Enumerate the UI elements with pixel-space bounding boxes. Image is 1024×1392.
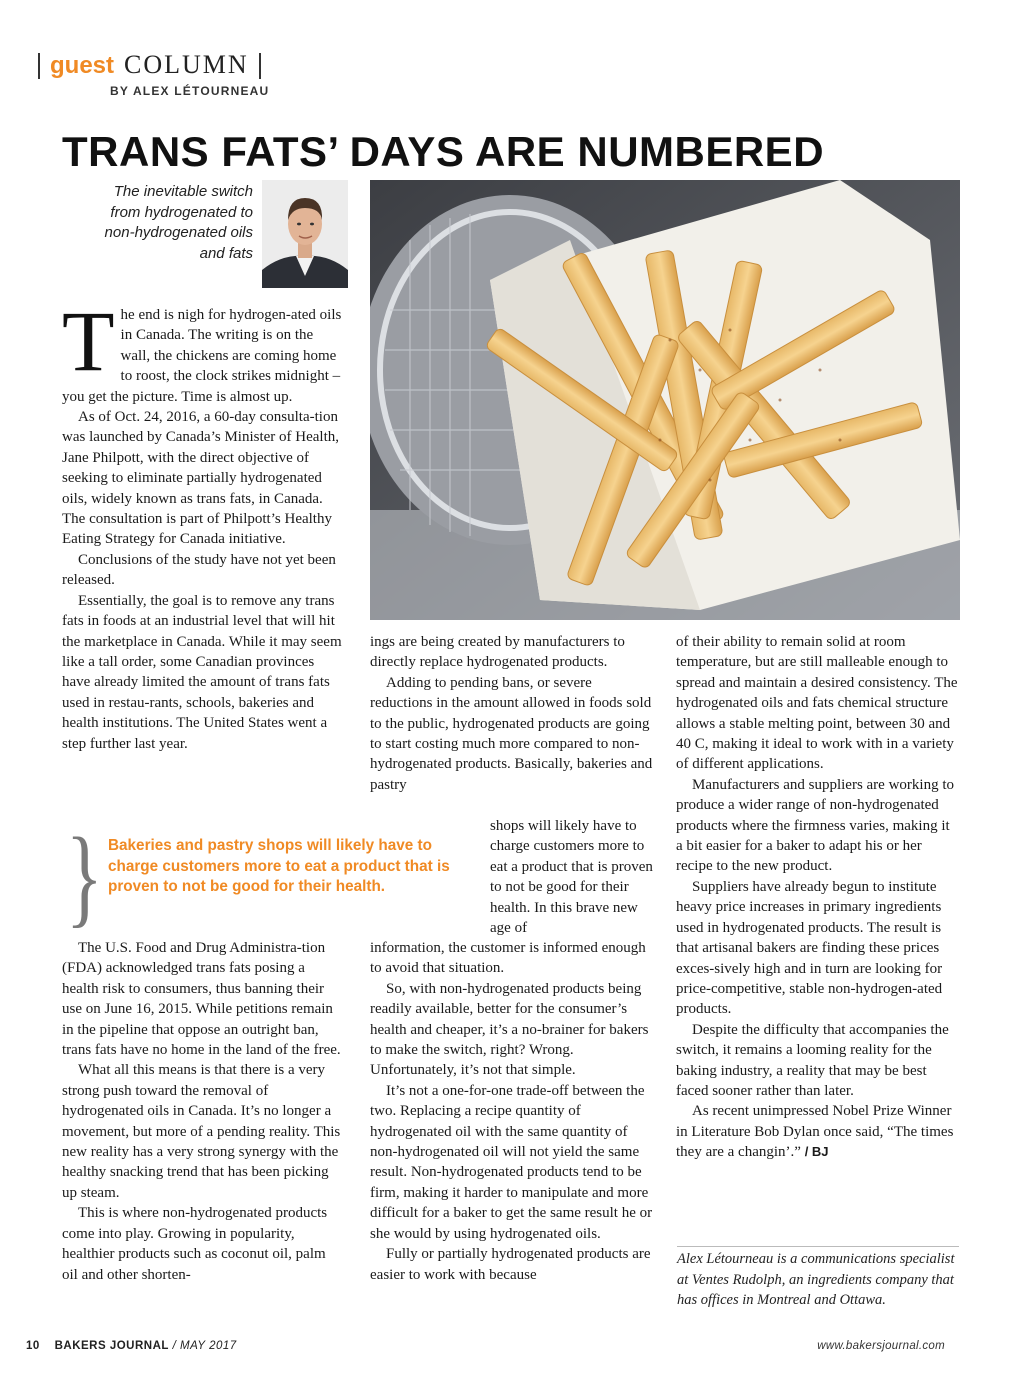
paragraph: he end is nigh for hydrogen-ated oils in Canada. The writing is on the wall, the chickens are coming home to roost, the clock strikes midnight – you get the picture. Time is almost up. bbox=[62, 307, 342, 405]
paragraph: So, with non-hydrogenated products being readily available, better for the consumer’s health and cheaper, it’s a no-brainer for bakers to make the switch, right? Wrong. Unfortunately, it’s not that simple. bbox=[370, 980, 649, 1079]
page-number: 10 bbox=[26, 1340, 40, 1352]
paragraph: Despite the difficulty that accompanies the switch, it remains a looming reality for the baking industry, a reality that may be best faced sooner rather than later. bbox=[676, 1021, 949, 1099]
paragraph: Suppliers have already begun to institute heavy price increases in primary ingredients used in hydrogenated products. The result is that artisanal bakers are finding these prices exces-sively high and in turn are looking for price-competitive, stable non-hydrogen-ated products. bbox=[676, 878, 943, 1018]
paragraph: Conclusions of the study have not yet been released. bbox=[62, 551, 336, 589]
pullquote-brace-icon: } bbox=[65, 815, 103, 937]
fries-photo bbox=[370, 180, 960, 620]
signature: / BJ bbox=[804, 1144, 829, 1160]
footer-left bbox=[26, 1340, 237, 1352]
column-label-guest: guest bbox=[50, 52, 115, 79]
paragraph: Manufacturers and suppliers are working to produce a wider range of non-hydrogenated products where the firmness varies, making it a bit easier for a baker to adapt his or her recipe to the new product. bbox=[676, 776, 955, 875]
paragraph: This is where non-hydrogenated products come into play. Growing in popularity, healthier products such as coconut oil, palm oil and other shorten- bbox=[62, 1205, 328, 1283]
column-3 bbox=[676, 632, 960, 1163]
column-label: COLUMN bbox=[124, 50, 249, 79]
drop-cap: T bbox=[62, 293, 115, 389]
column-2-wrap bbox=[490, 816, 656, 938]
column-header bbox=[38, 50, 261, 82]
paragraph: of their ability to remain solid at room temperature, but are still malleable enough to spread and maintain a desired consistency. The hydrogenated oils and fats chemical structure allows a stable melting point, between 30 and 40 C, making it ideal to work with in a variety of different applications. bbox=[676, 634, 958, 773]
website-url[interactable]: www.bakersjournal.com bbox=[817, 1340, 945, 1352]
paragraph: As of Oct. 24, 2016, a 60-day consulta-tion was launched by Canada’s Minister of Health, Jane Philpott, with the direct objective of seeking to eliminate partially hydrogenated oils, widely known as trans fats, in Canada. The consultation is part of Philpott’s Healthy Eating Strategy for Canada initiative. bbox=[62, 409, 340, 548]
headline: TRANS FATS’ DAYS ARE NUMBERED bbox=[62, 128, 825, 175]
paragraph: Essentially, the goal is to remove any trans fats in foods at an industrial level that will hit the marketplace in Canada. While it may seem like a tall order, some Canadian provinces have already limited the amount of trans fats used in restau-rants, schools, bakeries and health institutions. The United States went a step further last year. bbox=[62, 592, 342, 752]
paragraph: information, the customer is informed enough to avoid that situation. bbox=[370, 940, 646, 977]
column-2-bottom bbox=[370, 938, 656, 1285]
author-portrait-icon bbox=[262, 180, 348, 288]
paragraph: Fully or partially hydrogenated products are easier to work with because bbox=[370, 1246, 651, 1283]
column-1-top bbox=[62, 293, 342, 754]
deck: The inevitable switch from hydrogenated to non-hydrogenated oils and fats bbox=[104, 183, 253, 262]
column-2-top bbox=[370, 632, 656, 795]
paragraph bbox=[676, 1101, 960, 1162]
column-1-bottom bbox=[62, 938, 342, 1285]
paragraph: What all this means is that there is a very strong push toward the removal of hydrogenated oils in Canada. It’s no longer a movement, but more of a pending reality. This new reality has a very strong synergy with the healthy snacking trend that has been picking up steam. bbox=[62, 1062, 341, 1201]
magazine-name: BAKERS JOURNAL bbox=[54, 1340, 169, 1352]
fries-basket-icon bbox=[370, 180, 960, 620]
pullquote: Bakeries and pastry shops will likely have to charge customers more to eat a product that is proven to not be good for their health. bbox=[108, 837, 450, 895]
divider-left bbox=[38, 53, 40, 79]
paragraph: shops will likely have to charge customers more to eat a product that is proven to not be good for their health. In this brave new age of bbox=[490, 818, 653, 937]
closing-quote: As recent unimpressed Nobel Prize Winner in Literature Bob Dylan once said, “The times they are a changin’.” bbox=[676, 1103, 954, 1161]
divider-right bbox=[259, 53, 261, 79]
paragraph: ings are being created by manufacturers to directly replace hydrogenated products. bbox=[370, 634, 625, 671]
paragraph: Adding to pending bans, or severe reductions in the amount allowed in foods sold to the public, hydrogenated products are going to start costing much more compared to non-hydrogenated products. Basically, bakeries and pastry bbox=[370, 674, 653, 793]
paragraph: It’s not a one-for-one trade-off between the two. Replacing a recipe quantity of hydrogenated oil with the same quantity of non-hydrogenated oil will not yield the same result. Non-hydrogenated products tend to be firm, making it harder to manipulate and more difficult for a baker to get the same result he or she would by using hydrogenated oils. bbox=[370, 1082, 653, 1242]
issue-date: / MAY 2017 bbox=[172, 1340, 237, 1352]
author-photo bbox=[262, 180, 348, 288]
byline: BY ALEX LÉTOURNEAU bbox=[110, 84, 270, 98]
author-bio: Alex Létourneau is a communications specialist at Ventes Rudolph, an ingredients company that has offices in Montreal and Ottawa. bbox=[677, 1246, 959, 1311]
paragraph: The U.S. Food and Drug Administra-tion (FDA) acknowledged trans fats posing a health risk to consumers, thus banning their use on June 16, 2015. While petitions remain in the pipeline that oppose an outright ban, trans fats have no home in the land of the free. bbox=[62, 940, 341, 1059]
